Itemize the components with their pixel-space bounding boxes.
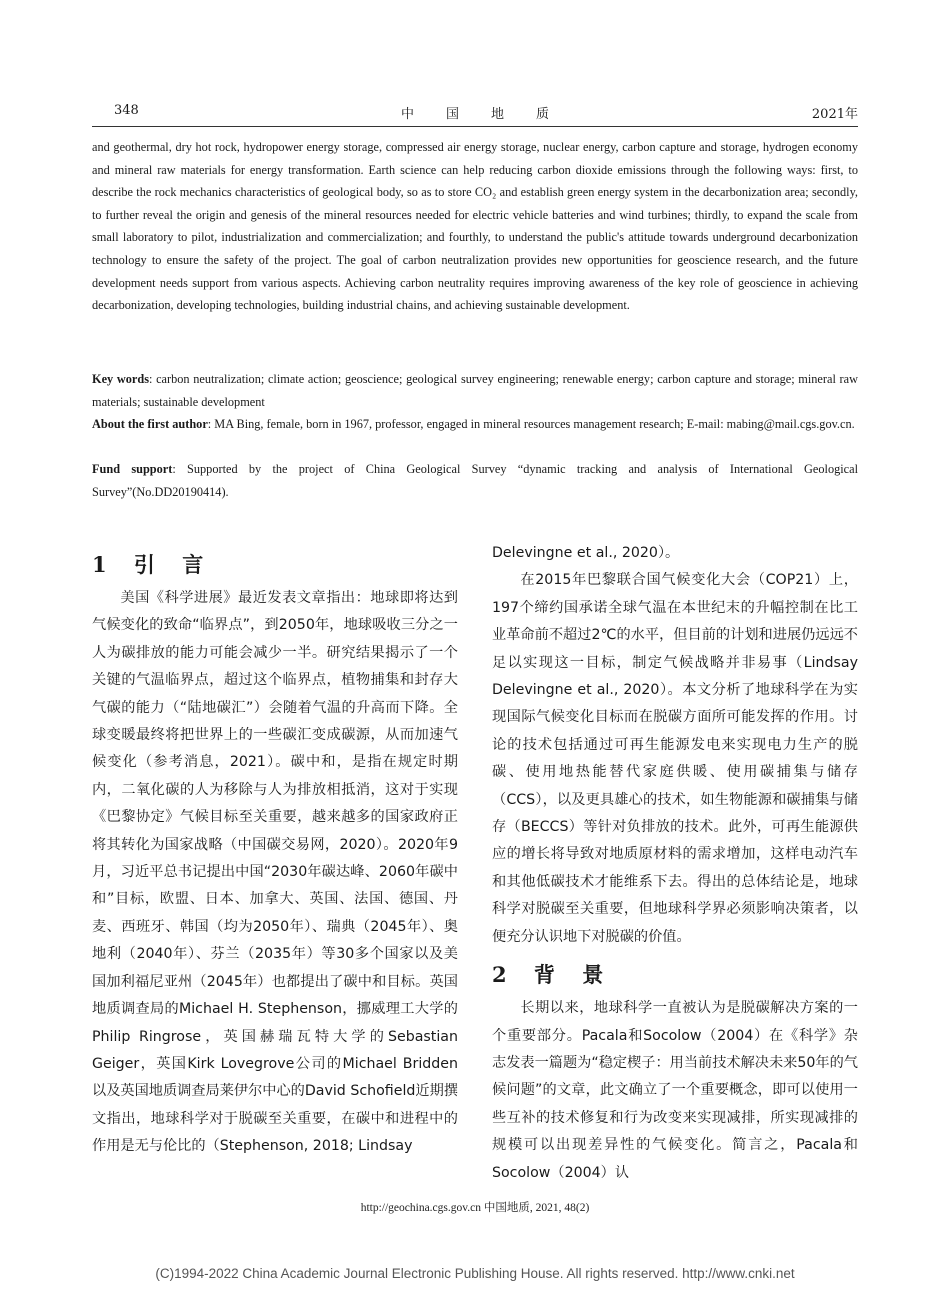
author-block [92, 413, 858, 436]
section-2-paragraph-1: 长期以来，地球科学一直被认为是脱碳解决方案的一个重要部分。Pacala和Socolow（2004）在《科学》杂志发表一篇题为“稳定楔子：用当前技术解决未来50年的气候问题”的文章，此文确立了一个重要概念，即可以使用一些互补的技术修复和行为改变来实现减排，所实现减排的规模可以出现差异性的气候变化。简言之，Pacala和Socolow（2004）认 [492, 1000, 858, 1181]
header-year: 2021年 [811, 107, 858, 122]
fund-block [92, 458, 858, 503]
cnki-copyright-watermark: (C)1994-2022 China Academic Journal Electronic Publishing House. All rights reserved. http://www.cnki.net [155, 1266, 795, 1281]
fund-label: Fund support [92, 462, 173, 476]
header-rule [92, 126, 858, 127]
section-1-paragraph-1: 美国《科学进展》最近发表文章指出：地球即将达到气候变化的致命“临界点”，到2050年，地球吸收三分之一人为碳排放的能力可能会减少一半。研究结果揭示了一个关键的气温临界点，超过这个临界点，植物捕集和封存大气碳的能力（“陆地碳汇”）会随着气温的升高而下降。全球变暖最终将把世界上的一些碳汇变成碳源，从而加速气候变化（参考消息，2021）。碳中和，是指在规定时期内，二氧化碳的人为移除与人为排放相抵消，这对于实现《巴黎协定》气候目标至关重要，越来越多的国家政府正将其转化为国家战略（中国碳交易网，2020）。2020年9月，习近平总书记提出中国“2030年碳达峰、2060年碳中和”目标，欧盟、日本、加拿大、英国、法国、德国、丹麦、西班牙、韩国（均为2050年）、瑞典（2045年）、奥地利（2040年）、芬兰（2035年）等30多个国家以及美国加利福尼亚州（2045年）也都提出了碳中和目标。英国地质调查局的Michael H. Stephenson，挪威理工大学的Philip Ringrose，英国赫瑞瓦特大学的Sebastian Geiger，英国Kirk Lovegrove公司的Michael Bridden以及英国地质调查局莱伊尔中心的David Schofield近期撰文指出，地球科学对于脱碳至关重要，在碳中和进程中的作用是无与伦比的（Stephenson, 2018; Lindsay [92, 590, 458, 1155]
page-footer: http://geochina.cgs.gov.cn 中国地质, 2021, 48(2) [360, 1202, 590, 1214]
section-1-heading: 1 引 言 [92, 552, 214, 577]
keywords-label: Key words [92, 372, 149, 386]
keywords-text: : carbon neutralization; climate action; geoscience; geological survey engineering; renewable energy; carbon capture and storage; mineral raw materials; sustainable development [92, 372, 858, 409]
page-number: 348 [114, 103, 139, 118]
left-column [92, 545, 458, 1161]
keywords-block [92, 368, 858, 413]
fund-text: : Supported by the project of China Geological Survey “dynamic tracking and analysis of International Geological Survey”(No.DD20190414). [92, 462, 859, 499]
journal-title: 中国地质 [400, 107, 581, 122]
running-header [92, 103, 858, 123]
section-2-heading: 2 背 景 [492, 962, 614, 988]
right-column [492, 540, 858, 1187]
english-abstract [92, 136, 858, 317]
section-1-paragraph-2: 在2015年巴黎联合国气候变化大会（COP21）上，197个缔约国承诺全球气温在本世纪末的升幅控制在比工业革命前不超过2℃的水平，但目前的计划和进展仍远远不足以实现这一目标，制定气候战略并非易事（Lindsay Delevingne et al., 2020）。本文分析了地球科学在为实现国际气候变化目标而在脱碳方面所可能发挥的作用。讨论的技术包括通过可再生能源发电来实现电力生产的脱碳、使用地热能替代家庭供暖、使用碳捕集与储存（CCS），以及更具雄心的技术，如生物能源和碳捕集与储存（BECCS）等针对负排放的技术。此外，可再生能源供应的增长将导致对地质原材料的需求增加，这样电动汽车和其他低碳技术才能维系下去。得出的总体结论是，地球科学对脱碳至关重要，但地球科学界必须影响决策者，以便充分认识地下对脱碳的价值。 [492, 572, 858, 945]
author-text: : MA Bing, female, born in 1967, professor, engaged in mineral resources management research; E-mail: mabing@mail.cgs.gov.cn. [207, 417, 855, 431]
author-label: About the first author [92, 417, 208, 431]
section-1-paragraph-1-continued: Delevingne et al., 2020）。 [492, 545, 680, 561]
abstract-paragraph: and geothermal, dry hot rock, hydropower energy storage, compressed air energy storage, nuclear energy, carbon capture and storage, hydrogen economy and mineral raw materials for energy transformation. Earth science can help reducing carbon dioxide emissions through the following ways: first, to describe the rock mechanics characteristics of geological body, so as to store CO₂ and establish green energy system in the decarbonization area; secondly, to further reveal the origin and genesis of the mineral resources needed for electric vehicle batteries and wind turbines; thirdly, to expand the scale from small laboratory to pilot, industrialization and commercialization; and fourthly, to understand the public's attitude towards underground decarbonization technology to ensure the safety of the project. The goal of carbon neutralization provides new opportunities for geoscience research, and the future development needs support from various aspects. Achieving carbon neutrality requires improving awareness of the key role of geoscience in achieving decarbonization, developing technologies, building industrial chains, and achieving sustainable development. [92, 140, 858, 313]
